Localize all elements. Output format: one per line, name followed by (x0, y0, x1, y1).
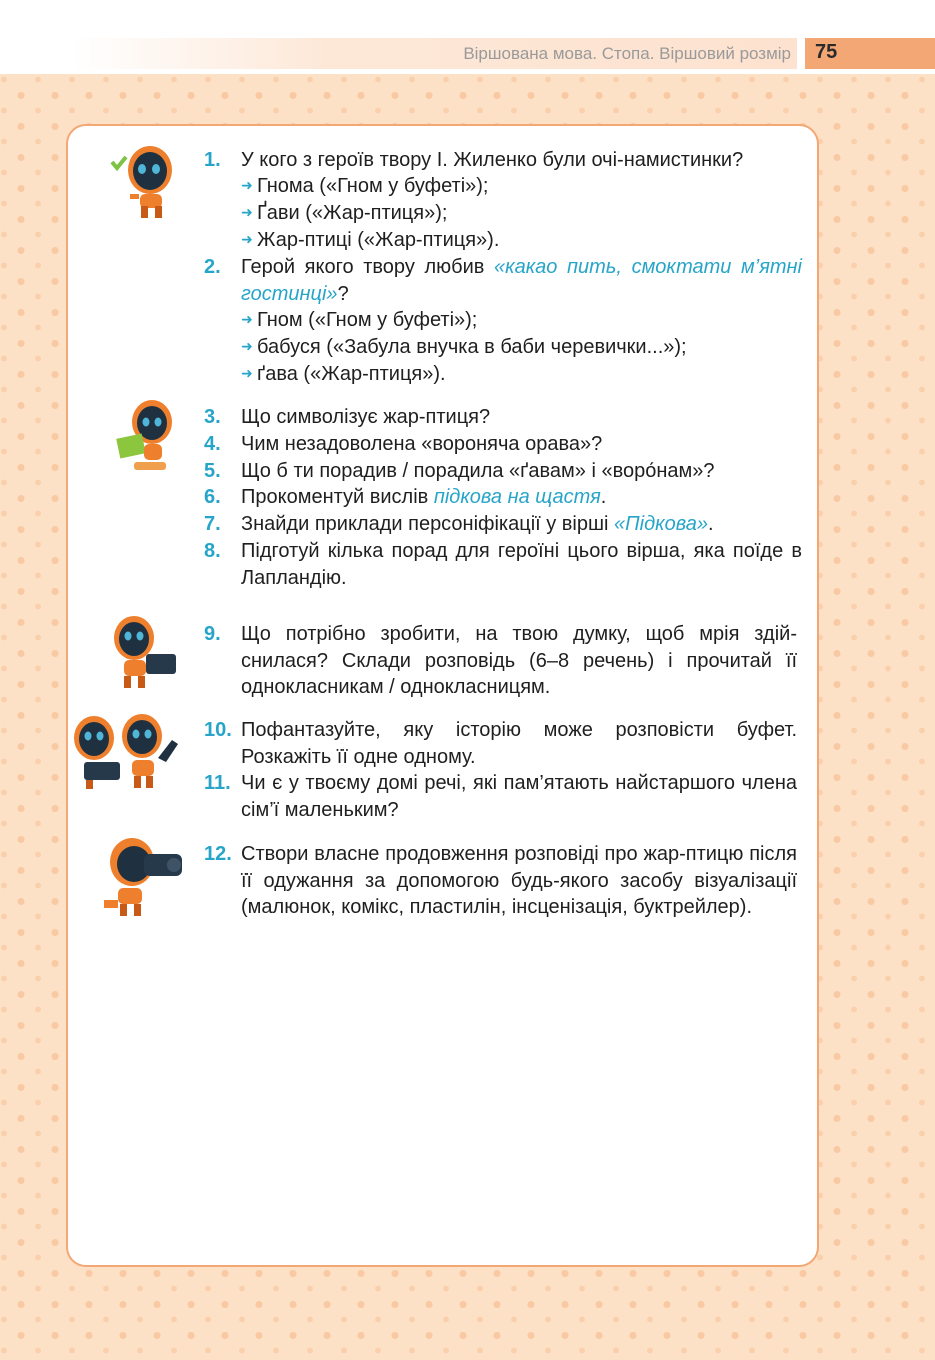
page-number-tab (805, 38, 935, 69)
question-text: Чи є у твоєму домі речі, які пам’ятають найстаршого члена сім’ї маленьким? (241, 772, 797, 821)
question-number: 6. (204, 486, 221, 508)
quote-highlight: підкова на щастя (433, 486, 601, 508)
robots-pair-icon (70, 712, 186, 790)
question-number: 10. (204, 719, 232, 741)
question-number: 5. (204, 460, 221, 482)
page-number: 75 (815, 41, 838, 63)
robot-check-icon (108, 142, 180, 222)
option-text: Жар-птиці («Жар-птиця»). (257, 229, 500, 251)
arrow-icon: ➜ (241, 365, 253, 381)
question-number: 8. (204, 540, 221, 562)
option (241, 173, 488, 201)
question-number: 4. (204, 433, 221, 455)
question-text: У кого з героїв твору І. Жиленко були очі-намистинки? (241, 149, 744, 171)
question-number: 9. (204, 623, 221, 645)
question-text: Знайди приклади персоніфікації у вірші «Підкова». (241, 513, 714, 535)
robot-tablet-icon (108, 614, 180, 692)
question-text: Створи власне продовження розповіді про жар-птицю після її одужання за допомогою будь-якого засобу візуалізації (малюнок, комікс, пластилін, інсценізація, буктрейлер). (241, 843, 797, 919)
question-text: Пофантазуйте, яку історію може розповісти буфет. Розкажіть її одне одному. (241, 719, 797, 768)
question-number: 1. (204, 149, 221, 171)
option-text: бабуся («Забула внучка в баби черевички...»); (257, 336, 687, 358)
question-text: Що символізує жар-птиця? (241, 406, 491, 428)
question-1 (204, 147, 802, 174)
arrow-icon: ➜ (241, 338, 253, 354)
option-text: Гном («Гном у буфеті»); (257, 309, 478, 331)
question-text: Підготуй кілька порад для героїні цього вірша, яка поїде в Лапландію. (241, 540, 802, 589)
question-text: Прокоментуй вислів підкова на щастя. (241, 486, 607, 508)
question-number: 12. (204, 843, 232, 865)
question-8 (204, 538, 802, 591)
question-text: Герой якого твору любив «какао пить, смоктати м’ятні гостинці»? (241, 256, 803, 305)
arrow-icon: ➜ (241, 204, 253, 220)
option (241, 200, 447, 228)
question-9 (204, 621, 797, 701)
option-text: Ґави («Жар-птиця»); (257, 202, 448, 224)
quote-highlight: «Підкова» (614, 513, 708, 535)
running-header (72, 38, 797, 69)
option (241, 334, 687, 362)
question-number: 7. (204, 513, 221, 535)
option (241, 361, 446, 389)
question-7 (204, 511, 802, 538)
question-4 (204, 431, 802, 458)
option-text: ґава («Жар-птиця»). (257, 363, 446, 385)
chapter-title: Віршована мова. Стопа. Віршовий розмір (463, 44, 791, 63)
option-text: Гнома («Гном у буфеті»); (257, 175, 489, 197)
arrow-icon: ➜ (241, 311, 253, 327)
option (241, 307, 477, 335)
question-text: Що б ти порадив / порадила «ґавам» і «воро́нам»? (241, 460, 715, 482)
question-number: 3. (204, 406, 221, 428)
question-text: Чим незадоволена «вороняча орава»? (241, 433, 603, 455)
robot-reading-icon (110, 398, 180, 478)
question-10 (204, 717, 797, 770)
arrow-icon: ➜ (241, 177, 253, 193)
question-5 (204, 458, 802, 485)
quote-highlight: «какао пить, смоктати м’ятні гостинці» (241, 256, 803, 305)
question-6 (204, 484, 802, 511)
question-3 (204, 404, 802, 431)
question-2 (204, 254, 802, 307)
option (241, 227, 499, 255)
question-12 (204, 841, 797, 921)
question-11 (204, 770, 797, 823)
robot-camera-icon (100, 836, 188, 918)
question-text: Що потрібно зробити, на твою думку, щоб мрія здійснилася? Склади розповідь (6–8 речень) і прочитай її однокласникам / однокласницям. (241, 623, 797, 699)
question-number: 2. (204, 256, 221, 278)
question-number: 11. (204, 772, 231, 794)
arrow-icon: ➜ (241, 231, 253, 247)
